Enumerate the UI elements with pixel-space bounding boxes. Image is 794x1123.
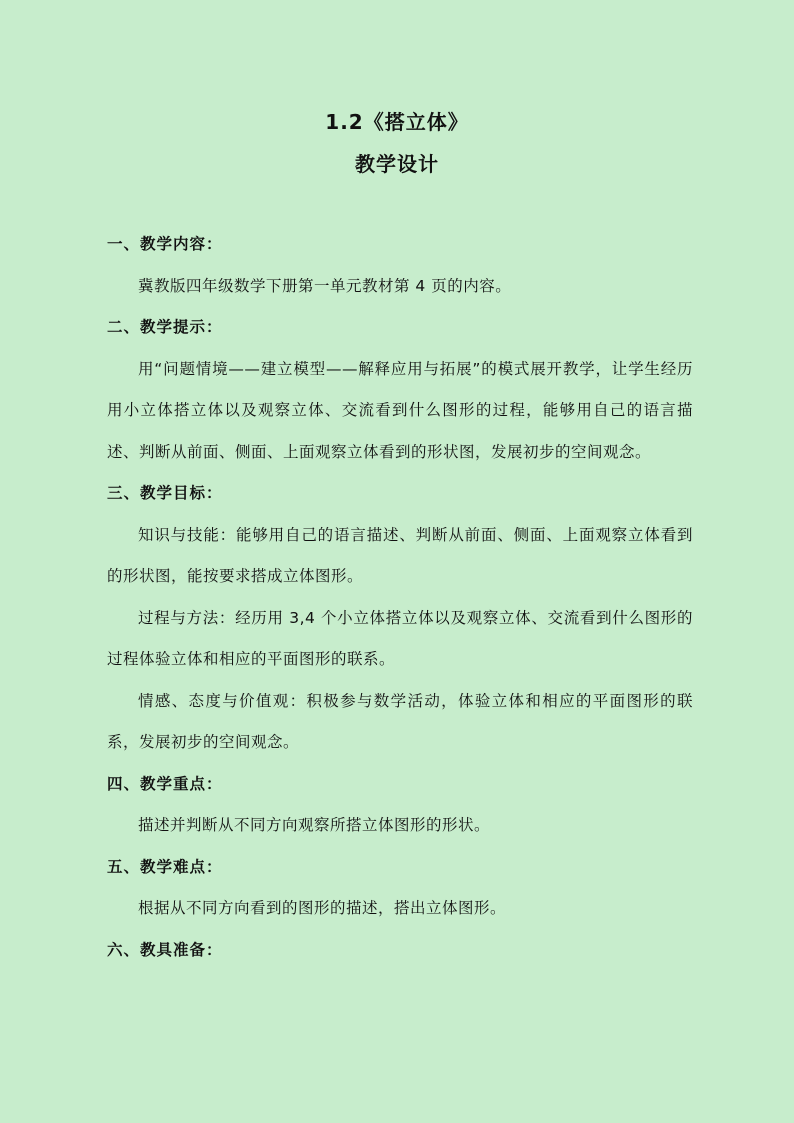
section-paragraph: 过程与方法：经历用 3,4 个小立体搭立体以及观察立体、交流看到什么图形的过程体验立体和相应的平面图形的联系。 (107, 608, 693, 668)
document-title: 1.2《搭立体》 (325, 110, 469, 134)
document-body (107, 224, 693, 971)
section-paragraph: 描述并判断从不同方向观察所搭立体图形的形状。 (138, 816, 491, 834)
section-difficulties (107, 847, 693, 930)
document-subtitle: 教学设计 (355, 152, 439, 176)
section-heading: 二、教学提示： (107, 318, 223, 336)
section-key-points (107, 764, 693, 847)
section-content (107, 224, 693, 307)
section-materials (107, 930, 693, 972)
section-heading: 六、教具准备： (107, 940, 223, 959)
section-paragraph: 知识与技能：能够用自己的语言描述、判断从前面、侧面、上面观察立体看到的形状图，能按要求搭成立体图形。 (107, 525, 693, 585)
section-heading: 一、教学内容： (107, 235, 223, 253)
section-paragraph: 用“问题情境——建立模型——解释应用与拓展”的模式展开教学，让学生经历用小立体搭立体以及观察立体、交流看到什么图形的过程，能够用自己的语言描述、判断从前面、侧面、上面观察立体看到的形状图，发展初步的空间观念。 (107, 359, 693, 461)
section-paragraph: 情感、态度与价值观：积极参与数学活动，体验立体和相应的平面图形的联系，发展初步的空间观念。 (107, 691, 693, 751)
section-tips (107, 307, 693, 473)
section-heading: 四、教学重点： (107, 774, 223, 793)
section-paragraph: 根据从不同方向看到的图形的描述，搭出立体图形。 (138, 899, 507, 917)
section-paragraph: 冀教版四年级数学下册第一单元教材第 4 页的内容。 (138, 276, 512, 295)
section-objectives (107, 473, 693, 764)
section-heading: 五、教学难点： (107, 857, 223, 876)
section-heading: 三、教学目标： (107, 484, 223, 502)
